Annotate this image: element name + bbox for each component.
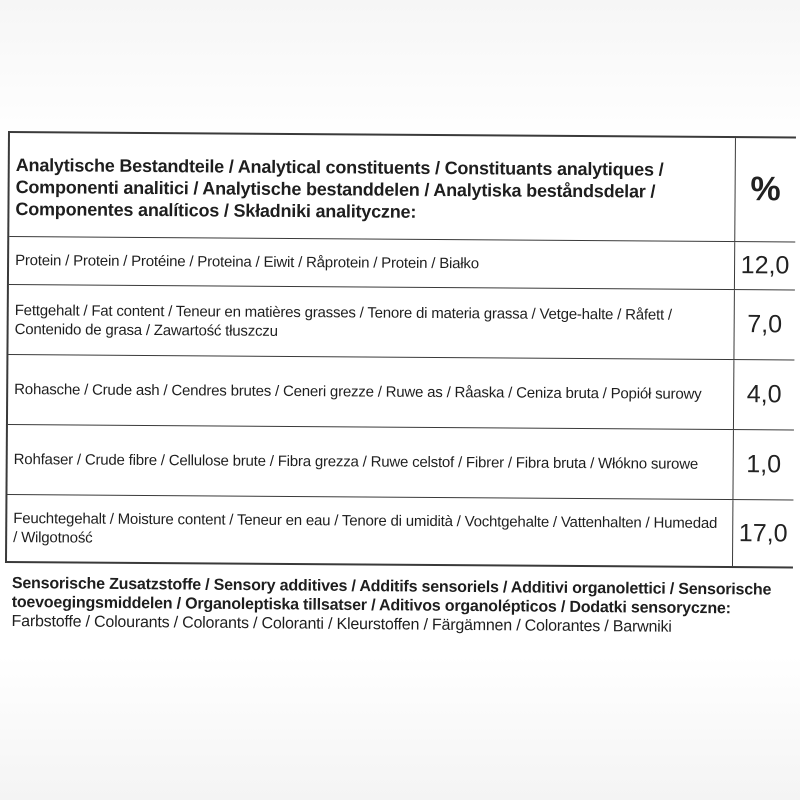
row-value: 7,0 bbox=[733, 290, 794, 359]
table-row-protein bbox=[9, 237, 795, 290]
table-header-row bbox=[9, 133, 796, 242]
row-label: Protein / Protein / Protéine / Proteina / Eiwit / Råprotein / Protein / Białko bbox=[15, 252, 479, 273]
table-header-label: Analytische Bestandteile / Analytical constituents / Constituants analytiques / Componenti analitici / Analytische bestanddelen / Analytiska beståndsdelar / Componentes analíticos / Składniki analityczne: bbox=[15, 154, 664, 222]
table-row-fibre bbox=[7, 425, 793, 500]
analytical-constituents-table bbox=[5, 131, 796, 568]
row-label: Feuchtegehalt / Moisture content / Teneur en eau / Tenore di umidità / Vochtgehalte / Vattenhalten / Humedad / Wilgotność bbox=[13, 510, 718, 547]
table-header-unit: % bbox=[734, 138, 796, 241]
row-value: 4,0 bbox=[733, 360, 794, 429]
table-row-ash bbox=[8, 355, 794, 430]
sensory-additives bbox=[12, 574, 796, 638]
row-label: Rohfaser / Crude fibre / Cellulose brute / Fibra grezza / Ruwe celstof / Fibrer / Fibra bruta / Włókno surowe bbox=[13, 451, 699, 473]
row-value: 17,0 bbox=[732, 500, 793, 566]
table-row-fat bbox=[8, 285, 794, 360]
row-value: 1,0 bbox=[732, 430, 793, 499]
table-row-moisture bbox=[7, 495, 793, 566]
additives-text: Farbstoffe / Colourants / Colorants / Coloranti / Kleurstoffen / Färgämnen / Colorantes / Barwniki bbox=[11, 612, 672, 636]
row-label: Fettgehalt / Fat content / Teneur en matières grasses / Tenore di materia grassa / Vetge-halte / Råfett / Contenido de grasa / Zawartość tłuszczu bbox=[14, 301, 672, 340]
row-label: Rohasche / Crude ash / Cendres brutes / Ceneri grezze / Ruwe as / Råaska / Ceniza bruta / Popiół surowy bbox=[14, 381, 702, 403]
additives-heading: Sensorische Zusatzstoffe / Sensory additives / Additifs sensoriels / Additivi organolettici / Sensorische toevoegingsmiddelen / Organoleptiska tillsatser / Aditivos organolépticos / Dodatki sensoryczne: bbox=[11, 574, 772, 618]
row-value: 12,0 bbox=[734, 242, 795, 289]
